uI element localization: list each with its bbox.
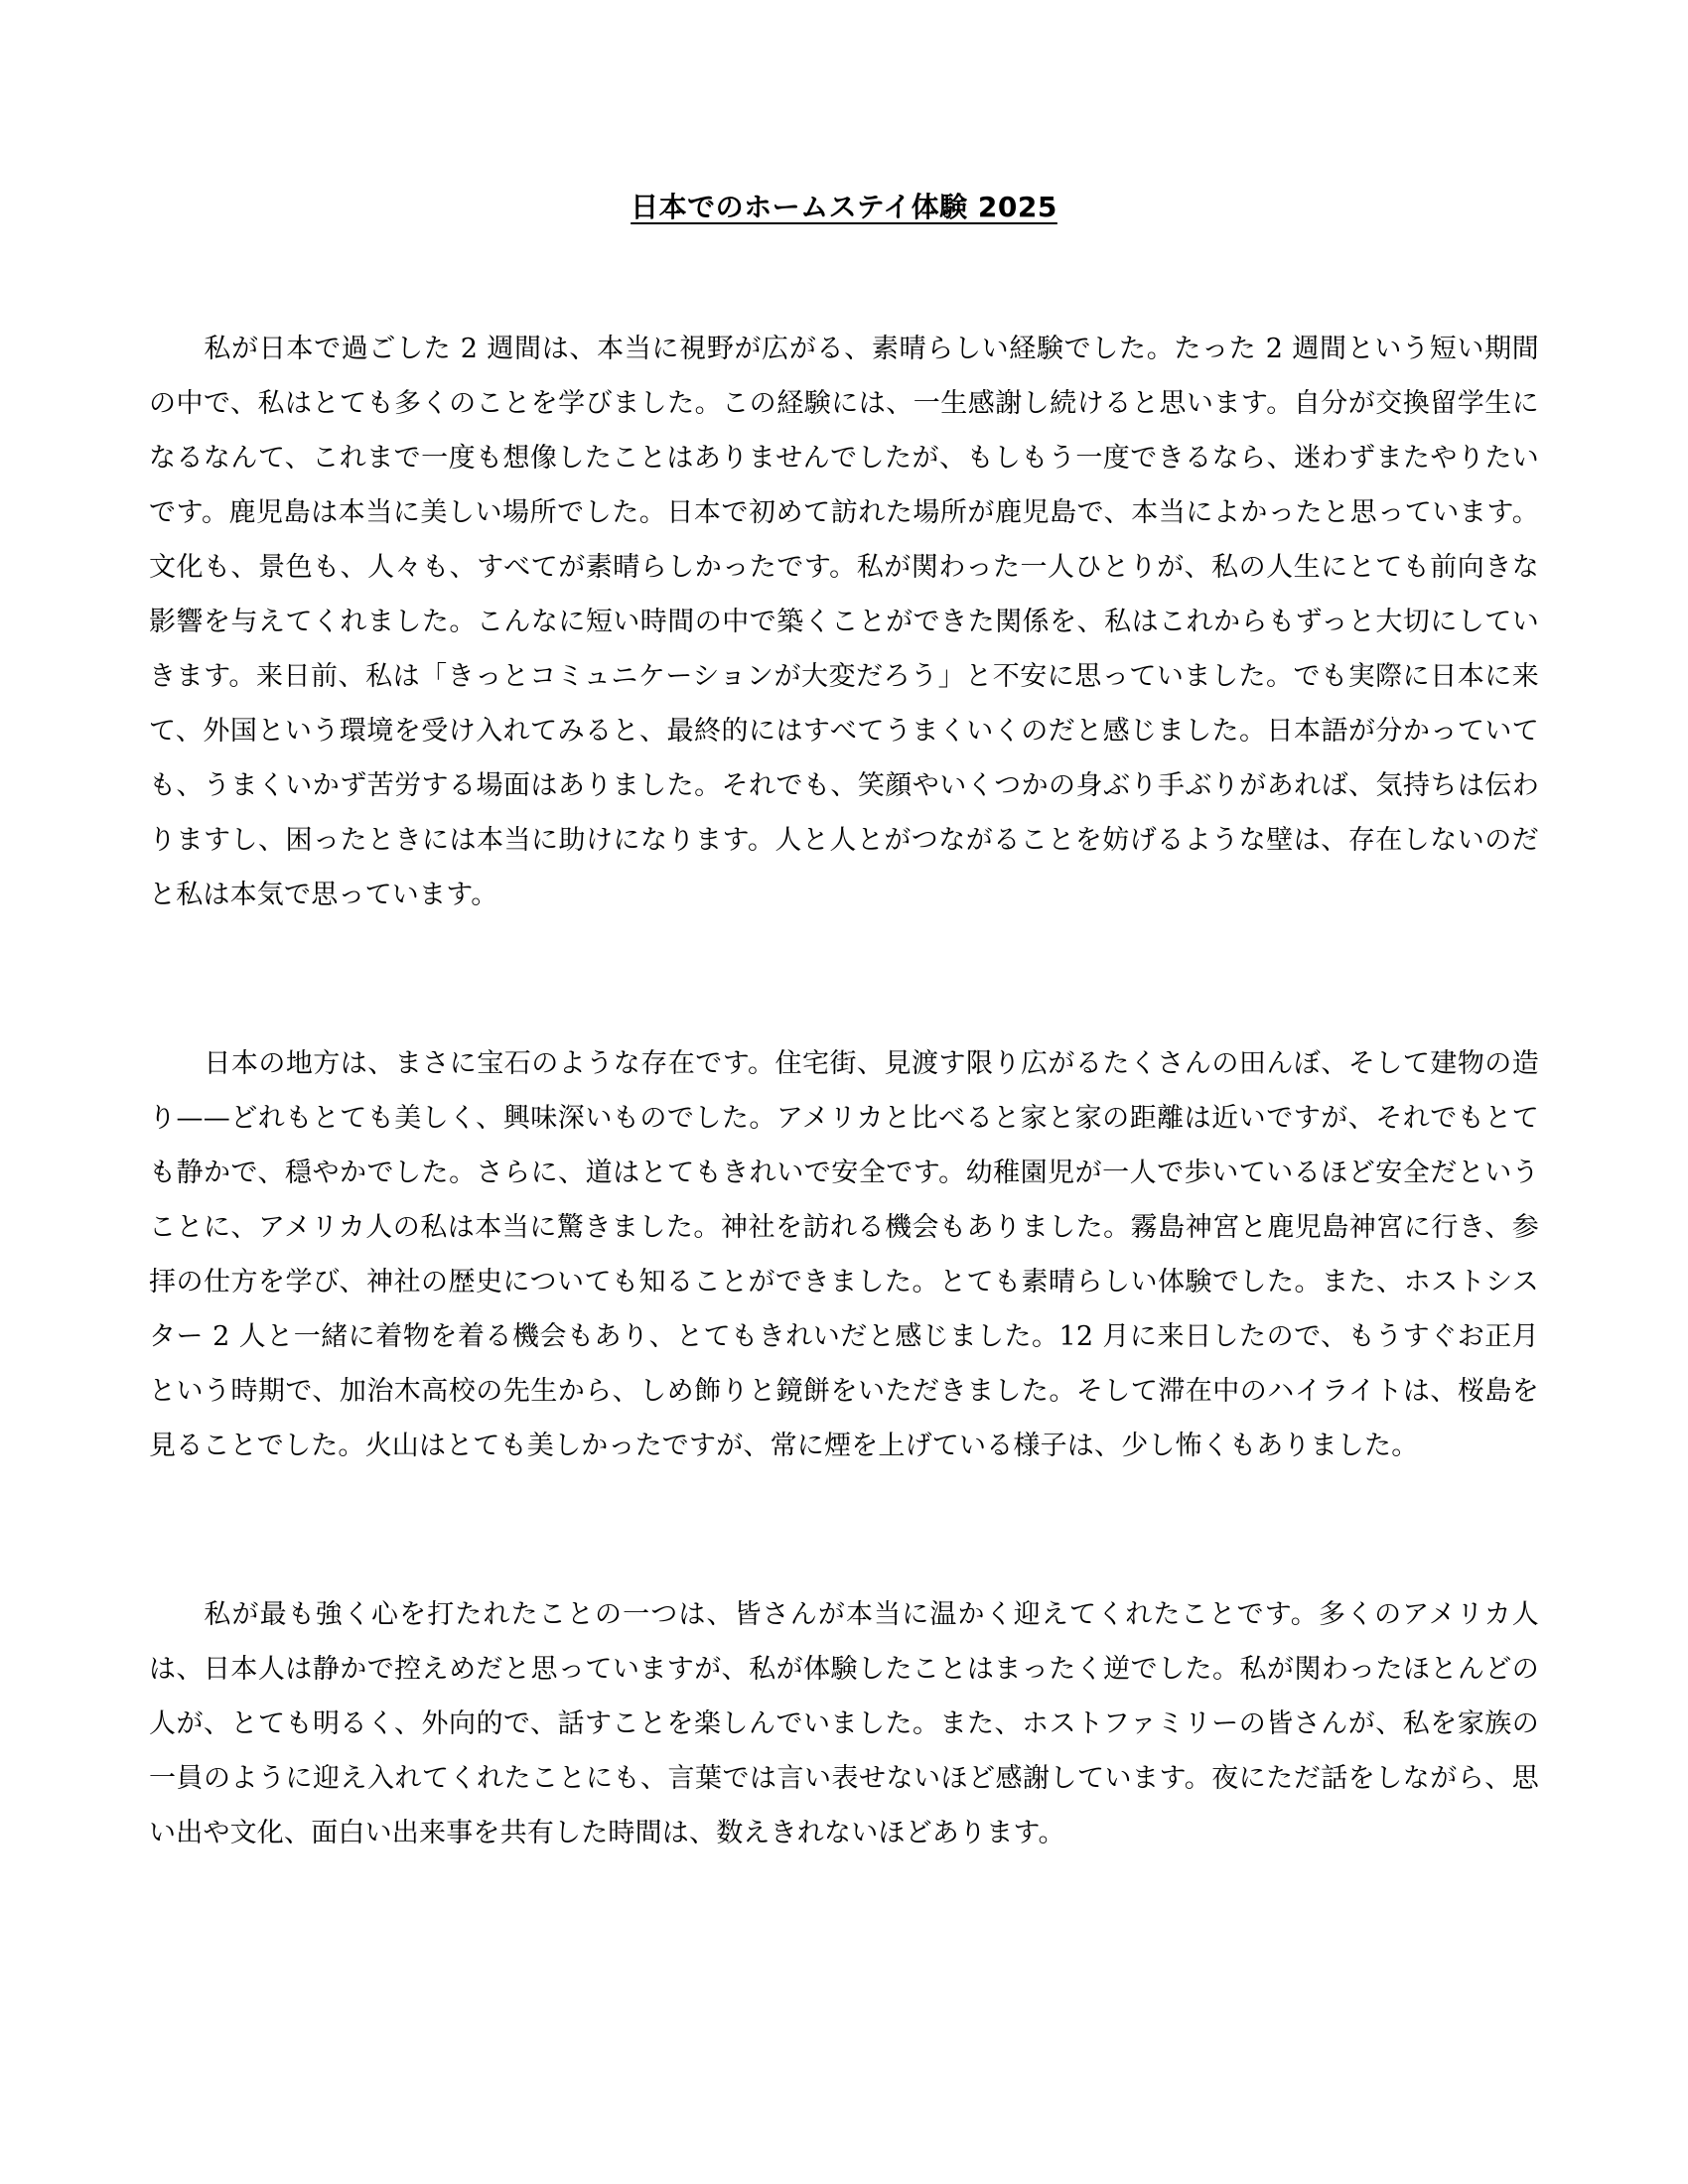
page-title: 日本でのホームステイ体験 2025 [631,191,1057,223]
body-paragraph-1: 私が日本で過ごした 2 週間は、本当に視野が広がる、素晴らしい経験でした。たった 2 週間という短い期間の中で、私はとても多くのことを学びました。この経験には、一生感謝し続けると思います。自分が交換留学生になるなんて、これまで一度も想像したことはありませんでしたが、もしもう一度できるなら、迷わずまたやりたいです。鹿児島は本当に美しい場所でした。日本で初めて訪れた場所が鹿児島で、本当によかったと思っています。文化も、景色も、人々も、すべてが素晴らしかったです。私が関わった一人ひとりが、私の人生にとても前向きな影響を与えてくれました。こんなに短い時間の中で築くことができた関係を、私はこれからもずっと大切にしていきます。来日前、私は「きっとコミュニケーションが大変だろう」と不安に思っていました。でも実際に日本に来て、外国という環境を受け入れてみると、最終的にはすべてうまくいくのだと感じました。日本語が分かっていても、うまくいかず苦労する場面はありました。それでも、笑顔やいくつかの身ぶり手ぶりがあれば、気持ちは伝わりますし、困ったときには本当に助けになります。人と人とがつながることを妨げるような壁は、存在しないのだと私は本気で思っています。 [149,334,1539,910]
body-paragraph-2: 日本の地方は、まさに宝石のような存在です。住宅街、見渡す限り広がるたくさんの田んぼ、そして建物の造り——どれもとても美しく、興味深いものでした。アメリカと比べると家と家の距離は近いですが、それでもとても静かで、穏やかでした。さらに、道はとてもきれいで安全です。幼稚園児が一人で歩いているほど安全だということに、アメリカ人の私は本当に驚きました。神社を訪れる機会もありました。霧島神宮と鹿児島神宮に行き、参拝の仕方を学び、神社の歴史についても知ることができました。とても素晴らしい体験でした。また、ホストシスター 2 人と一緒に着物を着る機会もあり、とてもきれいだと感じました。12 月に来日したので、もうすぐお正月という時期で、加治木高校の先生から、しめ飾りと鏡餅をいただきました。そして滞在中のハイライトは、桜島を見ることでした。火山はとても美しかったですが、常に煙を上げている様子は、少し怖くもありました。 [149,1048,1539,1461]
document-body [149,0,1539,1860]
body-paragraph-3: 私が最も強く心を打たれたことの一つは、皆さんが本当に温かく迎えてくれたことです。多くのアメリカ人は、日本人は静かで控えめだと思っていますが、私が体験したことはまったく逆でした。私が関わったほとんどの人が、とても明るく、外向的で、話すことを楽しんでいました。また、ホストファミリーの皆さんが、私を家族の一員のように迎え入れてくれたことにも、言葉では言い表せないほど感謝しています。夜にただ話をしながら、思い出や文化、面白い出来事を共有した時間は、数えきれないほどあります。 [149,1599,1539,1848]
